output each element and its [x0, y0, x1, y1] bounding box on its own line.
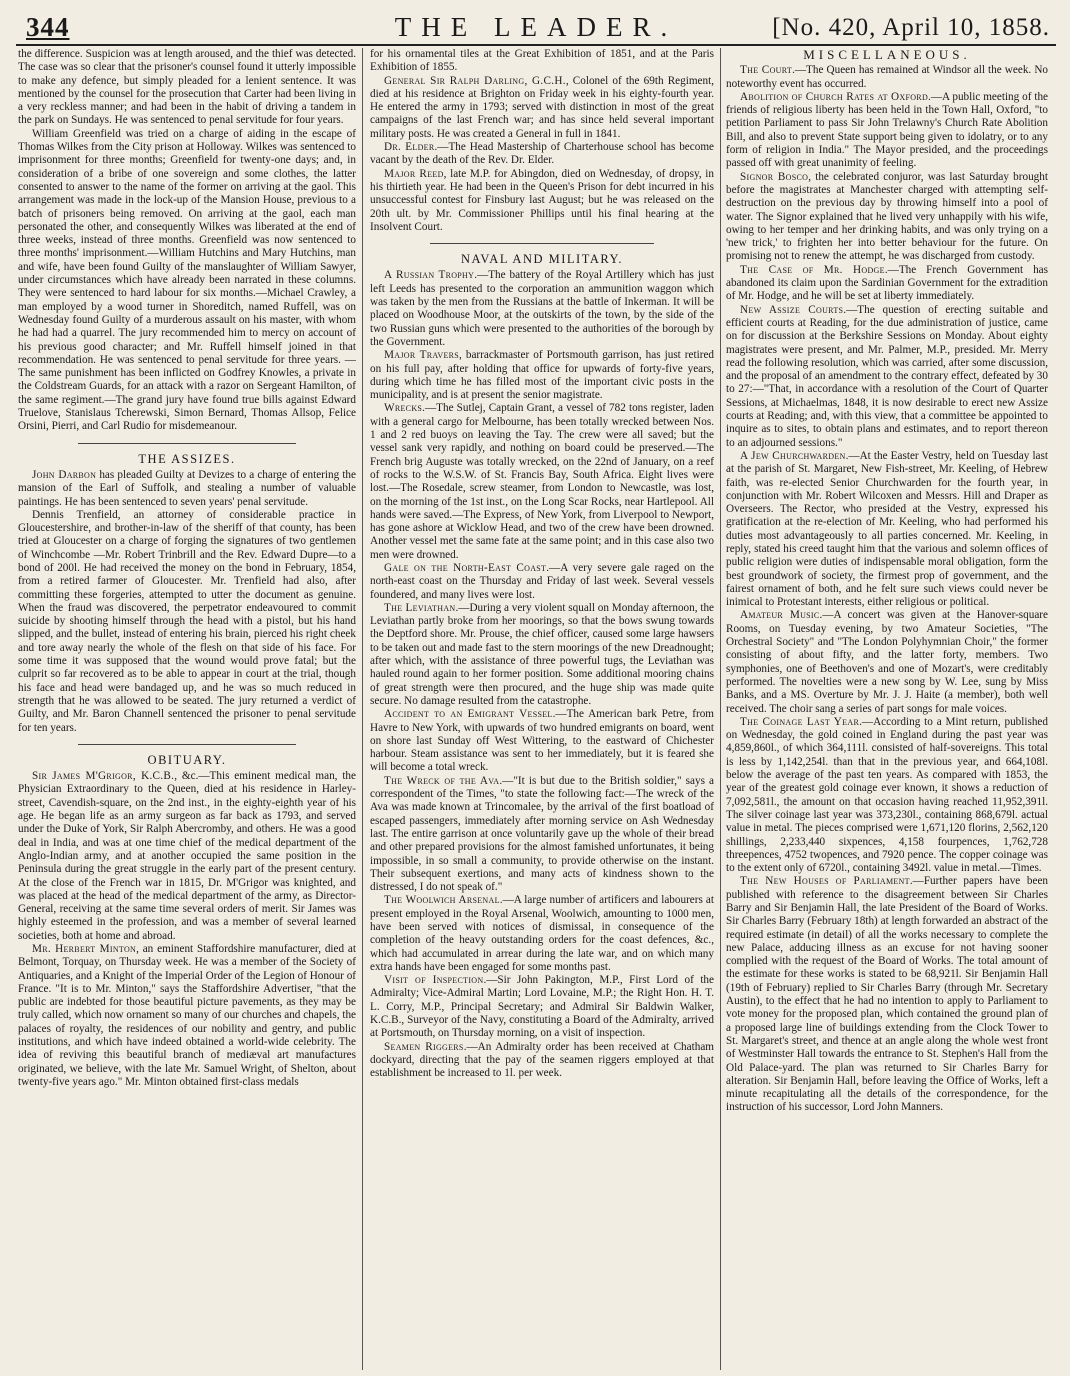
article-body: , Colonel of the 69th Regiment, died at his residence at Brighton on Friday week in his eighty-fourth year. He entered the army in 1793; served with distinction in most of the great campaigns of the last French war; and has since held several important military posts. He was created a General in full in 1841.: [370, 74, 714, 140]
article: [726, 450, 1048, 610]
article-body: .—Sir John Pakington, M.P., First Lord of the Admiralty; Vice-Admiral Martin; Lord Lovaine, M.P.; the Right Hon. H. T. L. Corry, M.P., Principal Secretary; and Admiral Sir Baldwin Walker, K.C.B., Surveyor of the Navy, constituting a Board of the Admiralty, arrived at Portsmouth, on Thursday morning, on a visit of inspection.: [370, 974, 714, 1040]
article-lead: Mr. Herbert Minton: [32, 943, 137, 955]
article-lead: The Wreck of the Ava: [384, 774, 500, 787]
issue-date: [No. 420, April 10, 1858.: [772, 14, 1050, 41]
article: [726, 875, 1048, 1114]
article: [726, 171, 1048, 264]
article-body: .—At the Easter Vestry, held on Tuesday last at the parish of St. Margaret, New Fish-street, Mr. Keeling, of Hebrew faith, was re-elected Senior Churchwarden for the fourth year, in conjunction with Mr. Robert Wilcoxen and Messrs. Hill and Draper as Overseers. The Rector, who presided at the Vestry, expressed his gratification at the re-election of Mr. Keeling, who had performed his duties most advantageously to all parties concerned. Mr. Keeling, in reply, stated his creed taught him that the various and solemn offices of public religion were duties of indispensable moral obligation, form the best groundwork of society, the firmest prop of government, and the fairest ornament of both, and he felt sure such views could never be inimical to Protestant interests, either religious or political.: [726, 449, 1048, 609]
article: [370, 168, 714, 234]
article-lead: Gale on the North-East Coast: [384, 561, 547, 574]
article-body: .—A concert was given at the Hanover-square Rooms, on Tuesday evening, by two Amateur Societies, "The Orchestral Society" and "The London Polyhymnian Choir," the former consisting of about fifty, and the latter forty, members. Two symphonies, one of Beethoven's and one of Mozart's, were creditably performed. The novelties were a new song by W. Lee, sung by Miss Banks, and a MS. Overture by Mr. J. J. Haite (a member), both well received. The choir sang a series of part songs for male voices.: [726, 609, 1048, 715]
article-body: .—"It is but due to the British soldier," says a correspondent of the Times, "to state the following fact:—The wreck of the Ava was made known at Trincomalee, by the arrival of the first boatload of escaped passengers, immediately after morning service on Ash Wednesday last. The entire garrison at once voluntarily gave up the whole of their bread and other prepared provisions for the almost famished unfortunates, it being impossible, in so small a community, to provide otherwise on the instant. Their subsequent exertions, and many acts of kindness shown to the distressed, I do not speak of.": [370, 774, 714, 894]
section-heading-assizes: THE ASSIZES.: [138, 451, 236, 466]
article-body: .—The French Government has abandoned its claim upon the Sardinian Government for the extradition of Mr. Hodge, and he will be set at liberty immediately.: [726, 263, 1048, 303]
article-body: .—A public meeting of the friends of religious liberty has been held in the Town Hall, Oxford, "to petition Parliament to pass Sir John Trelawny's Church Rate Abolition Bill, and also to prevent State support being given to idolatry, or to any form of religion in India." The Mayor presided, and the proceedings passed off with great unanimity of feeling.: [726, 90, 1048, 170]
column-2: [370, 48, 714, 1373]
article-lead: Dr. Elder: [384, 141, 435, 154]
article: [370, 894, 714, 974]
article: [18, 770, 356, 943]
section-heading-obituary: OBITUARY.: [147, 752, 227, 767]
article: [726, 304, 1048, 450]
article-lead: Accident to an Emigrant Vessel: [384, 708, 553, 721]
article-body: .—The Head Mastership of Charterhouse school has become vacant by the death of the Rev. Dr. Elder.: [370, 141, 714, 167]
article-body: .—The Sutlej, Captain Grant, a vessel of 782 tons register, laden with a general cargo for Melbourne, has been totally wrecked between Nos. 1 and 2 red buoys on leaving the Tay. The crew were all saved; but the vessel sank very rapidly, and nothing on board could be preserved.—The French brig Auguste was totally wrecked, on the 22nd of January, on a reef of rocks to the W.S.W. of St. Francis Bay, South Africa. Eight lives were lost.—The Rosedale, screw steamer, from London to Newcastle, was lost, on the morning of the 1st inst., on the Long Scar Rocks, near Hartlepool. All hands were saved.—The Express, of New York, from Liverpool to Newport, has gone ashore at Wicklow Head, and two of the crew have been drowned. Another vessel met the same fate at the same point; and in this case also two men were drowned.: [370, 402, 714, 561]
article-body: .—Further papers have been published with reference to the disagreement between Sir Charles Barry and Sir Benjamin Hall, the late President of the Board of Works. Sir Charles Barry (February 18th) at length forwarded an abstract of the required estimate (in detail) of all the works necessary to complete the new Palace, adducing illness as an excuse for not having sooner complied with the request of the Board of Works. The total amount of the estimate for these works is stated to be 68,921l. Sir Benjamin Hall (19th of February) replied to Sir Charles Barry (through Mr. Secretary Austin), to the effect that he had no intention to apply to Parliament to vote money for the proposed plan, which contained the ground plan of a proposed large line of buildings extending from the Clock Tower to St. Margaret's street, and thence at an angle along the whole west front of Westminster Hall towards the entrance to St. Stephen's Hall from the Old Palace-yard. The plan was returned to Sir Charles Barry for alteration. Sir Benjamin Hall, before leaving the Office of Works, left a minute recapitulating all the details of the correspondence, for the instruction of his successor, Lord John Manners.: [726, 875, 1048, 1114]
article-lead: Wrecks: [384, 402, 423, 415]
paragraph: the difference. Suspicion was at length aroused, and the thief was detected. The case was so clear that the prisoner's counsel found it utterly impossible to make any defence, but simply pleaded for a lenient sentence. It was mentioned by the counsel for the prosecution that Carter had been living in a very reckless manner; and had been in the habit of driving a tandem in the park on Sundays. He was sentenced to penal servitude for four years.: [18, 48, 356, 127]
article-lead: Visit of Inspection: [384, 974, 484, 987]
article-body: , late M.P. for Abingdon, died on Wednesday, of dropsy, in his thirtieth year. He had been in the Queen's Prison for debt incurred in his unsuccessful contest for Finsbury last August; but he was released on the 20th ult. by Mr. Commissioner Phillips until his final hearing at the Insolvent Court.: [370, 167, 714, 233]
article: [370, 562, 714, 602]
masthead: [16, 10, 1056, 46]
article: [726, 609, 1048, 715]
article: [370, 708, 714, 774]
article-lead: General Sir Ralph Darling, G.C.H.: [384, 74, 566, 87]
page-number: 344: [26, 12, 70, 42]
section-heading-miscellaneous: MISCELLANEOUS.: [803, 48, 971, 62]
article: [726, 64, 1048, 91]
column-divider: [362, 48, 363, 1370]
article-lead: Major Reed: [384, 167, 444, 180]
article: [370, 402, 714, 562]
column-1: [18, 48, 356, 1373]
article-body: .—An Admiralty order has been received at Chatham dockyard, directing that the pay of the seamen riggers employed at that establishment be increased to 1l. per week.: [370, 1040, 714, 1080]
column-divider: [720, 48, 721, 1370]
article-body: has pleaded Guilty at Devizes to a charge of entering the mansion of the Earl of Suffolk, and stealing a number of valuable paintings. He has been sentenced to seven years' penal servitude.: [18, 468, 356, 508]
article-body: .—The battery of the Royal Artillery which has just left Leeds has presented to the corporation an ammunition waggon which was taken by the men from the Russians at the battle of Inkerman. It will be placed on Woodhouse Moor, at the outskirts of the town, by the side of the two Russian guns which were presented to the authorities of the borough by the Government.: [370, 269, 714, 348]
article-lead: The Case of Mr. Hodge: [740, 263, 885, 276]
article-body: .—The question of erecting suitable and efficient courts at Reading, for the due administration of justice, came on for discussion at the Berkshire Sessions on Monday. About eighty magistrates were present, and Mr. Palmer, M.P., presided. Mr. Merry read the following resolution, which was carried, after some discussion, and the proposal of an amendment to the contrary effect, defeated by 30 to 27:—"That, in accordance with a resolution of the Court of Quarter Sessions, at Michaelmas, 1848, it is now desirable to erect new Assize courts at Reading; and, with this view, that a committee be appointed to inquire as to sites, to obtain plans and estimates, and to report thereon to an adjourned sessions.": [726, 303, 1048, 449]
article: [370, 974, 714, 1040]
article-body: , barrackmaster of Portsmouth garrison, has just retired on his full pay, after holding that office for upwards of forty-five years, during which time he has filled most of the important civic posts in the municipality, and is at present the senior magistrate.: [370, 349, 714, 402]
section-heading-naval: NAVAL AND MILITARY.: [460, 252, 624, 267]
article-lead: Abolition of Church Rates at Oxford: [740, 90, 929, 103]
paragraph: for his ornamental tiles at the Great Exhibition of 1851, and at the Paris Exhibition of 1855.: [370, 48, 714, 74]
article-body: .—The Queen has remained at Windsor all the week. No noteworthy event has occurred.: [726, 64, 1048, 90]
paragraph: William Greenfield was tried on a charge of aiding in the escape of Thomas Wilkes from the City prison at Holloway. Wilkes was sentenced to imprisonment for three months; Greenfield for twenty-one days; and, in consideration of a bribe of one sovereign and some clothes, the latter consented to answer to the name of the former on arriving at the gaol. This arrangement was made in the lock-up of the Mansion House, previous to a batch of prisoners being removed. On arriving at the gaol, each man personated the other, and consequently Wilkes was liberated at the end of three weeks, instead of three months. Greenfield was now sentenced to three months' imprisonment.—William Hutchins and Mary Hutchins, man and wife, have been found Guilty of the manslaughter of William Sawyer, under circumstances which have already been narrated in these columns. They were sentenced to hard labour for six months.—Michael Crawley, a man employed by a wood turner in Shoreditch, named Ruffell, was on Wednesday found Guilty of a murderous assault on his master, with whom he had had a quarrel. The jury recommended him to mercy on account of his previous good character; and Mr. Ruffell himself joined in that recommendation. He was sentenced to penal servitude for three years. —The same punishment has been inflicted on Godfrey Knowles, a private in the Coldstream Guards, for an attack with a razor on Sergeant Hamilton, of the same regiment.—The grand jury have found true bills against Edward Truelove, Stanislaus Tcherewski, Simon Bernard, Thomas Allsop, Felice Orsini, Pierri, and Carl Rudio for misdemeanour.: [18, 127, 356, 433]
article-body: , an eminent Staffordshire manufacturer, died at Belmont, Torquay, on Thursday week. He was a member of the Society of Antiquaries, and a Knight of the Imperial Order of the Legion of Honour of France. "It is to Mr. Minton," says the Staffordshire Advertiser, "that the public are indebted for those beautiful picture pavements, as they may be truly called, which now ornament so many of our churches and chapels, the palaces of royalty, the residences of our nobility and gentry, and public institutions, and which have indeed obtained a world-wide celebrity. The idea of reviving this beautiful branch of mediæval art manufactures originated, we believe, with the late Mr. Samuel Wright, of Shelton, about twenty-five years ago." Mr. Minton obtained first-class medals: [18, 943, 356, 1088]
article: [370, 349, 714, 402]
article-lead: The New Houses of Parliament: [740, 875, 910, 888]
article-lead: New Assize Courts: [740, 303, 844, 316]
article: [370, 141, 714, 168]
article-body: .—During a very violent squall on Monday afternoon, the Leviathan partly broke from her moorings, so that the bows swung towards the Deptford shore. Mr. Prouse, the chief officer, caused some large hawsers to be taken out and made fast to the stern moorings of the new Dreadnought; after which, with the assistance of three powerful tugs, the Leviathan was hauled round again to her former position. Some additional mooring chains of great strength were then procured, and the huge ship was made quite secure. No damage resulted from the catastrophe.: [370, 601, 714, 707]
article: [726, 264, 1048, 304]
masthead-rule: [16, 44, 1056, 46]
article: [370, 775, 714, 895]
article-lead: The Leviathan: [384, 601, 456, 614]
article: [370, 75, 714, 141]
article: [726, 716, 1048, 876]
article-lead: A Russian Trophy: [384, 269, 475, 282]
article-lead: The Woolwich Arsenal: [384, 894, 500, 907]
section-rule: [78, 744, 296, 745]
article-lead: Sir James M'Grigor, K.C.B.: [32, 770, 175, 783]
paragraph: Dennis Trenfield, an attorney of considerable practice in Gloucestershire, and brother-in-law of the sheriff of that county, has been tried at Gloucester on a charge of forging the signatures of two gentlemen of Winchcombe —Mr. Robert Trinbrill and the Rev. Edward Dupre—to a bond of 200l. He had received the money on the bond in February, 1854, from a retired farmer of Gloucester. Mr. Trenfield had also, after committing these forgeries, attempted to utter the document as genuine. When the fraud was discovered, the perpetrator endeavoured to commit suicide by shooting himself through the head with a pistol, but his hand slipped, and the bullet, instead of entering his brain, pierced his right cheek and tore away nearly the whole of the flesh on that side of his face. For some time it was supposed that the wound would prove fatal; but the culprit so far recovered as to be able to appear in court at the trial, though his face and head were bandaged up, and he was so much reduced in strength that he was allowed to be seated. The jury returned a verdict of Guilty, and Mr. Baron Channell sentenced the prisoner to penal servitude for ten years.: [18, 508, 356, 734]
article-body: .—According to a Mint return, published on Wednesday, the gold coined in England during the past year was 4,859,860l., of which 364,111l. consisted of half-sovereigns. This total is less by 1,142,254l. than that in the previous year, and 664,108l. below the average of the past ten years. As compared with 1853, the year of the greatest gold coinage ever known, it shows a reduction of 7,092,581l., the amount on that occasion having reached 11,952,391l. The silver coinage last year was 373,230l., containing 868,679l. actual value in metal. The pieces comprised were 1,671,120 florins, 2,562,120 shillings, 2,233,440 sixpences, 4,158 fourpences, 1,762,728 threepences, 4752 twopences, and 7920 pence. The copper coinage was to the extent only of 6720l., containing 3492l. value in metal.—Times.: [726, 715, 1048, 875]
paper-name: THE LEADER.: [394, 12, 678, 42]
article: [370, 602, 714, 708]
article-lead: Major Travers: [384, 349, 460, 362]
column-3: [726, 48, 1048, 1373]
article: [726, 91, 1048, 171]
section-rule: [430, 243, 654, 244]
article-body: , &c.—This eminent medical man, the Physician Extraordinary to the Queen, died at his residence in Harley-street, Cavendish-square, on the 2nd inst., in the eighty-eighth year of his age. He began life as an army surgeon as far back as 1793, and served under the Duke of York, Sir Ralph Abercromby, and others. He was a good deal in India, and was at one time chief of the medical department of the Anglo-Indian army, and at another occupied the same position in the Peninsula during the great struggle in the early part of the present century. At the close of the French war in 1815, Dr. M'Grigor was knighted, and was placed at the head of the medical department of the army, as Director-General, receiving at the same time several orders of merit. Sir James was highly esteemed in the profession, and was a member of several learned societies, both at home and abroad.: [18, 770, 356, 942]
article-body: .—A very severe gale raged on the north-east coast on the Thursday and Friday of last week. Several vessels foundered, and many lives were lost.: [370, 561, 714, 601]
article-lead: Signor Bosco: [740, 170, 809, 183]
article-lead: Seamen Riggers: [384, 1040, 464, 1053]
article-body: .—A large number of artificers and labourers at present employed in the Royal Arsenal, Woolwich, amounting to 1000 men, have been served with notices of dismissal, in consequence of the completion of the heavy outstanding orders for the coast defences, &c., which had accumulated in arrear during the late war, and on which many extra hands have been engaged for some months past.: [370, 894, 714, 973]
article-lead: A Jew Churchwarden: [740, 449, 846, 462]
article: [370, 1041, 714, 1081]
article: [370, 269, 714, 349]
section-rule: [78, 443, 296, 444]
article-body: .—The American bark Petre, from Havre to New York, with upwards of two hundred emigrants on board, went on shore last Sunday off West Wittering, to the eastward of Chichester harbour. Steam assistance was sent to her immediately, but it is feared she will become a total wreck.: [370, 708, 714, 774]
article-lead: Amateur Music: [740, 609, 820, 622]
article-body: , the celebrated conjuror, was last Saturday brought before the magistrates at Manchester charged with attempting self-destruction on the previous day by throwing himself into a pool of water. The Signor explained that he lived very unhappily with his wife, owing to her temper and her drinking habits, and was only trying on a 'new trick,' to frighten her into better behaviour for the future. On promising not to renew the attempt, he was discharged from custody.: [726, 170, 1048, 263]
article-lead: The Court: [740, 64, 793, 77]
article: [18, 469, 356, 509]
article-lead: John Darbon: [32, 468, 97, 481]
article-lead: The Coinage Last Year: [740, 715, 860, 728]
article: [18, 943, 356, 1089]
